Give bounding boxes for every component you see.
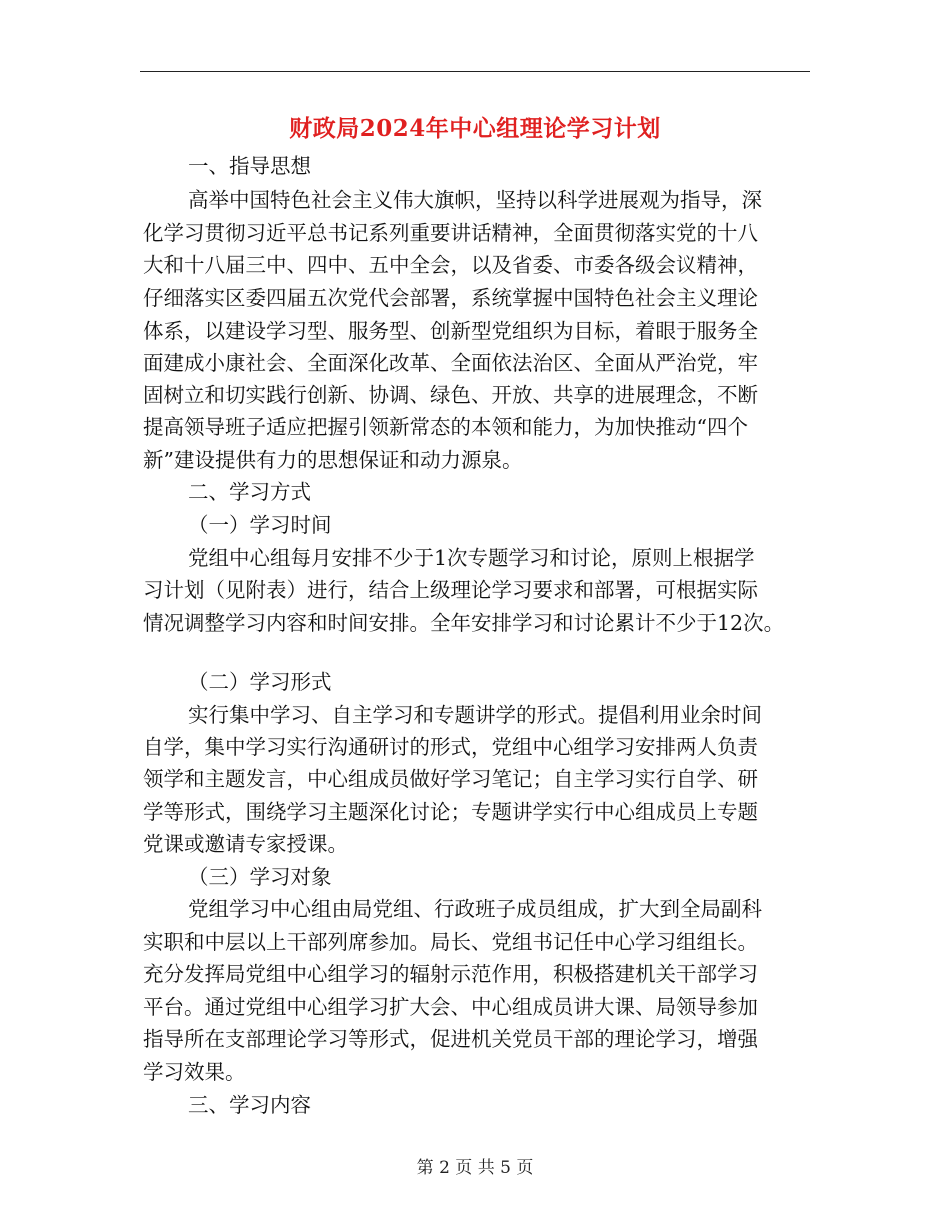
paragraph-line: 提高领导班子适应把握引领新常态的本领和能力，为加快推动“四个 <box>143 415 748 439</box>
heading-study-content: 三、学习内容 <box>188 1093 311 1117</box>
header-rule <box>140 71 810 72</box>
paragraph-line: 情况调整学习内容和时间安排。全年安排学习和讨论累计不少于12次。 <box>143 611 785 635</box>
heading-study-method: 二、学习方式 <box>188 480 311 504</box>
document-title: 财政局2024年中心组理论学习计划 <box>289 115 661 142</box>
paragraph-line: 领学和主题发言，中心组成员做好学习笔记；自主学习实行自学、研 <box>143 767 758 791</box>
subheading-study-form: （二）学习形式 <box>188 670 332 694</box>
page-number: 第 2 页 共 5 页 <box>416 1158 534 1178</box>
heading-guiding-thought: 一、指导思想 <box>188 154 311 178</box>
paragraph-line: 党组学习中心组由局党组、行政班子成员组成，扩大到全局副科 <box>188 897 762 921</box>
paragraph-line: 高举中国特色社会主义伟大旗帜，坚持以科学进展观为指导，深 <box>188 188 762 212</box>
paragraph-line: 党课或邀请专家授课。 <box>143 832 348 856</box>
paragraph-line: 大和十八届三中、四中、五中全会，以及省委、市委各级会议精神， <box>143 253 758 277</box>
paragraph-line: 充分发挥局党组中心组学习的辐射示范作用，积极搭建机关干部学习 <box>143 962 758 986</box>
paragraph-line: 学习效果。 <box>143 1060 246 1084</box>
paragraph-line: 仔细落实区委四届五次党代会部署，系统掌握中国特色社会主义理论 <box>143 286 758 310</box>
paragraph-line: 实行集中学习、自主学习和专题讲学的形式。提倡利用业余时间 <box>188 703 762 727</box>
paragraph-line: 平台。通过党组中心组学习扩大会、中心组成员讲大课、局领导参加 <box>143 995 758 1019</box>
paragraph-line: 体系，以建设学习型、服务型、创新型党组织为目标，着眼于服务全 <box>143 319 758 343</box>
paragraph-line: 实职和中层以上干部列席参加。局长、党组书记任中心学习组组长。 <box>143 930 758 954</box>
paragraph-line: 面建成小康社会、全面深化改革、全面依法治区、全面从严治党，牢 <box>143 351 758 375</box>
paragraph-line: 自学，集中学习实行沟通研讨的形式，党组中心组学习安排两人负责 <box>143 735 758 759</box>
paragraph-line: 党组中心组每月安排不少于1次专题学习和讨论，原则上根据学 <box>188 546 755 570</box>
subheading-study-time: （一）学习时间 <box>188 513 332 537</box>
paragraph-line: 固树立和切实践行创新、协调、绿色、开放、共享的进展理念，不断 <box>143 383 758 407</box>
paragraph-line: 新”建设提供有力的思想保证和动力源泉。 <box>143 448 523 472</box>
paragraph-line: 习计划（见附表）进行，结合上级理论学习要求和部署，可根据实际 <box>143 578 758 602</box>
paragraph-line: 指导所在支部理论学习等形式，促进机关党员干部的理论学习，增强 <box>143 1027 758 1051</box>
paragraph-line: 化学习贯彻习近平总书记系列重要讲话精神，全面贯彻落实党的十八 <box>143 221 758 245</box>
subheading-study-target: （三）学习对象 <box>188 865 332 889</box>
paragraph-line: 学等形式，围绕学习主题深化讨论；专题讲学实行中心组成员上专题 <box>143 800 758 824</box>
